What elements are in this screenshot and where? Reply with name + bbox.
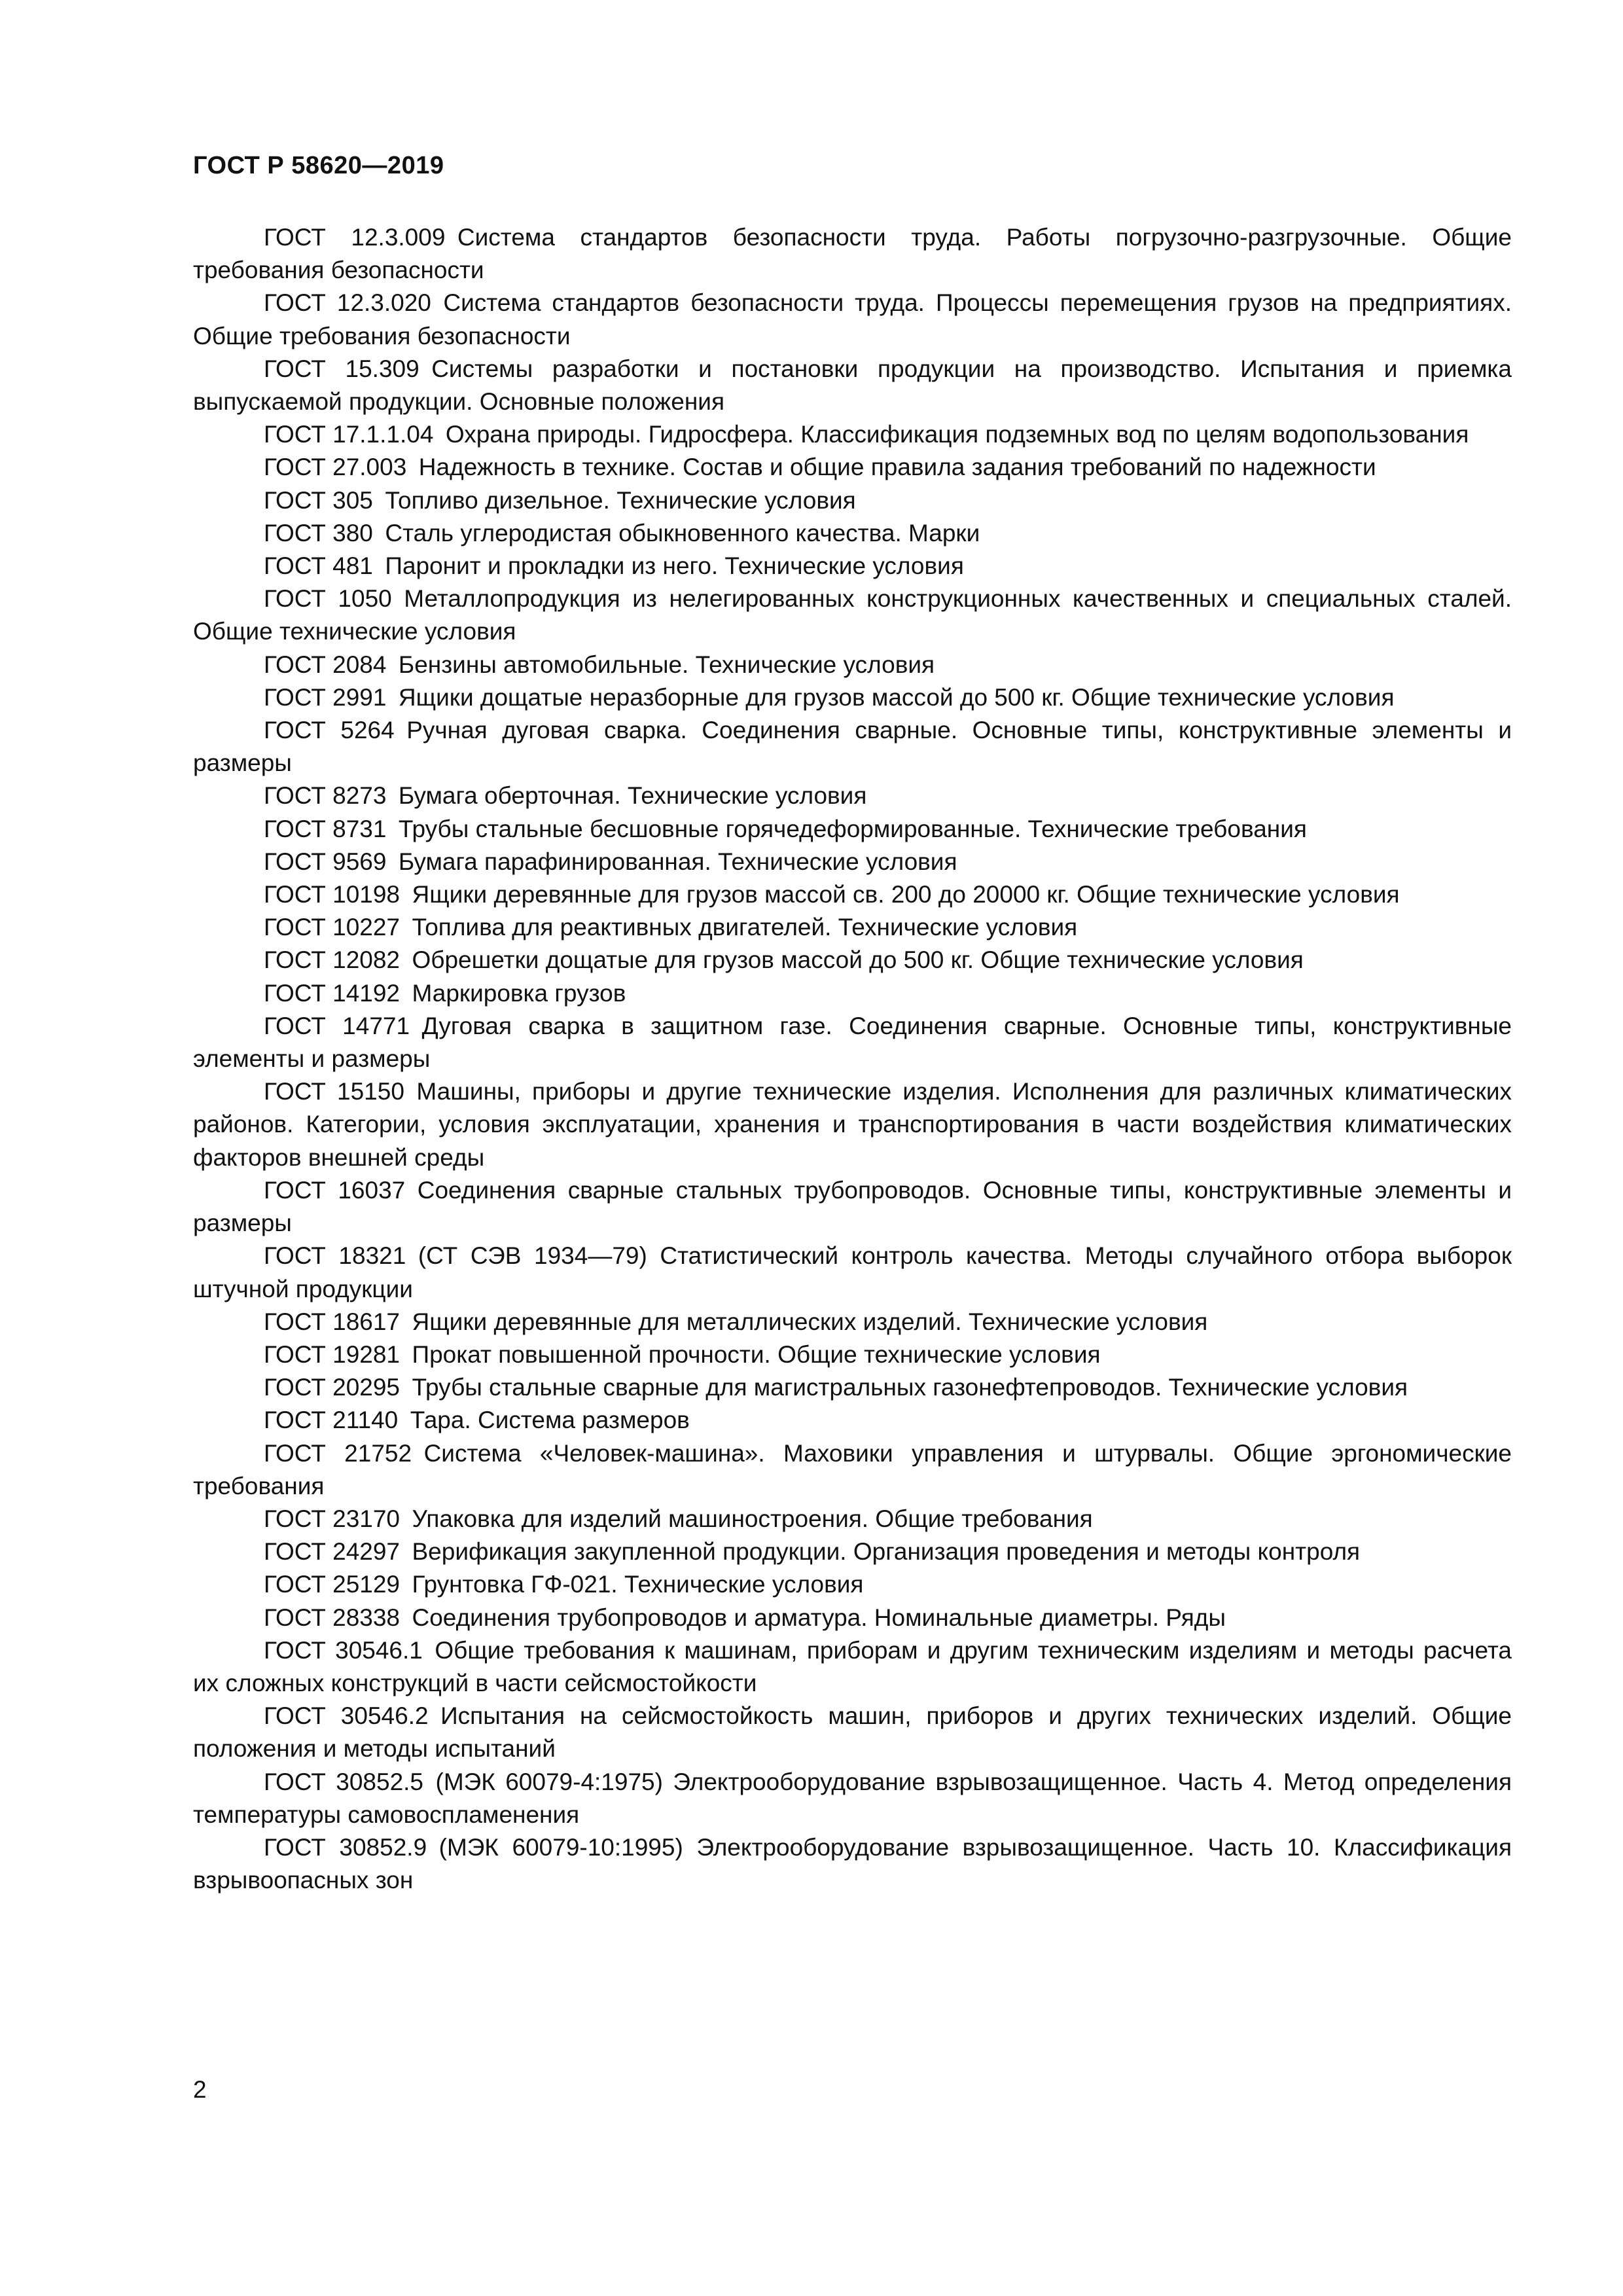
reference-code: ГОСТ 12082 — [264, 946, 400, 974]
reference-entry — [193, 517, 1512, 550]
reference-entry — [193, 1437, 1512, 1503]
reference-title: Металлопродукция из нелегированных конструкционных качественных и специальных сталей. Общие технические условия — [193, 585, 1512, 645]
normative-references-list — [193, 221, 1512, 1897]
reference-entry — [193, 1010, 1512, 1075]
reference-title: Система «Человек-машина». Маховики управления и штурвалы. Общие эргономические требования — [193, 1439, 1512, 1499]
reference-title: Грунтовка ГФ-021. Технические условия — [412, 1571, 864, 1598]
reference-title: Общие требования к машинам, приборам и другим техническим изделиям и методы расчета их сложных конструкций в части сейсмостойкости — [193, 1636, 1512, 1696]
reference-entry — [193, 780, 1512, 812]
reference-title: Системы разработки и постановки продукции на производство. Испытания и приемка выпускаемой продукции. Основные положения — [193, 355, 1512, 416]
reference-title: Охрана природы. Гидросфера. Классификация подземных вод по целям водопользования — [445, 421, 1469, 448]
reference-title: Верификация закупленной продукции. Организация проведения и методы контроля — [412, 1538, 1361, 1566]
reference-title: Система стандартов безопасности труда. Процессы перемещения грузов на предприятиях. Общие требования безопасности — [193, 289, 1512, 350]
reference-entry — [193, 649, 1512, 681]
reference-entry — [193, 1075, 1512, 1174]
reference-entry — [193, 1831, 1512, 1897]
reference-code: ГОСТ 23170 — [264, 1505, 400, 1532]
reference-code: ГОСТ 14192 — [264, 979, 400, 1007]
reference-code: ГОСТ 14771 — [264, 1012, 410, 1039]
page-number: 2 — [193, 2076, 207, 2103]
reference-code: ГОСТ 18617 — [264, 1308, 400, 1335]
reference-entry — [193, 1634, 1512, 1700]
reference-title: Топливо дизельное. Технические условия — [385, 486, 856, 514]
reference-title: Соединения сварные стальных трубопроводов. Основные типы, конструктивные элементы и размеры — [193, 1176, 1512, 1237]
reference-code: ГОСТ 10227 — [264, 914, 400, 941]
reference-title: (МЭК 60079-10:1995) Электрооборудование взрывозащищенное. Часть 10. Классификация взрывоопасных зон — [193, 1833, 1512, 1894]
reference-title: Трубы стальные бесшовные горячедеформированные. Технические требования — [398, 815, 1307, 842]
reference-entry — [193, 1371, 1512, 1404]
reference-title: Ящики дощатые неразборные для грузов массой до 500 кг. Общие технические условия — [398, 683, 1395, 711]
reference-title: Прокат повышенной прочности. Общие технические условия — [412, 1340, 1101, 1368]
reference-code: ГОСТ 27.003 — [264, 454, 407, 481]
reference-title: Бумага оберточная. Технические условия — [398, 782, 867, 810]
reference-title: Топлива для реактивных двигателей. Технические условия — [412, 914, 1078, 941]
reference-code: ГОСТ 30852.9 — [264, 1833, 427, 1861]
reference-entry — [193, 1535, 1512, 1568]
reference-code: ГОСТ 380 — [264, 519, 373, 547]
reference-title: Обрешетки дощатые для грузов массой до 500 кг. Общие технические условия — [412, 946, 1304, 974]
reference-code: ГОСТ 28338 — [264, 1604, 400, 1631]
reference-code: ГОСТ 30546.1 — [264, 1636, 423, 1664]
reference-title: Надежность в технике. Состав и общие правила задания требований по надежности — [418, 454, 1376, 481]
reference-code: ГОСТ 8731 — [264, 815, 387, 842]
reference-entry — [193, 1306, 1512, 1338]
reference-title: Маркировка грузов — [412, 979, 626, 1007]
reference-entry — [193, 221, 1512, 287]
reference-code: ГОСТ 9569 — [264, 848, 387, 875]
reference-code: ГОСТ 30546.2 — [264, 1702, 429, 1730]
reference-entry — [193, 583, 1512, 648]
reference-title: Упаковка для изделий машиностроения. Общие требования — [412, 1505, 1093, 1532]
reference-code: ГОСТ 481 — [264, 552, 373, 580]
reference-entry — [193, 714, 1512, 780]
reference-entry — [193, 846, 1512, 878]
reference-title: Машины, приборы и другие технические изделия. Исполнения для различных климатических районов. Категории, условия эксплуатации, хранения и транспортирования в части воздействия климатических факторов внешней среды — [193, 1078, 1512, 1171]
reference-entry — [193, 681, 1512, 714]
reference-title: Трубы стальные сварные для магистральных газонефтепроводов. Технические условия — [412, 1374, 1408, 1401]
reference-entry — [193, 1174, 1512, 1240]
reference-code: ГОСТ 12.3.009 — [264, 224, 446, 251]
reference-entry — [193, 1766, 1512, 1831]
reference-title: Дуговая сварка в защитном газе. Соединения сварные. Основные типы, конструктивные элементы и размеры — [193, 1012, 1512, 1073]
reference-title: Ручная дуговая сварка. Соединения сварные. Основные типы, конструктивные элементы и размеры — [193, 717, 1512, 777]
reference-title: (СТ СЭВ 1934—79) Статистический контроль качества. Методы случайного отбора выборок штучной продукции — [193, 1242, 1512, 1302]
reference-entry — [193, 287, 1512, 352]
reference-title: Бумага парафинированная. Технические условия — [398, 848, 957, 875]
reference-title: Система стандартов безопасности труда. Работы погрузочно-разгрузочные. Общие требования безопасности — [193, 224, 1512, 284]
reference-entry — [193, 1602, 1512, 1634]
reference-title: Паронит и прокладки из него. Технические условия — [385, 552, 964, 580]
reference-code: ГОСТ 24297 — [264, 1538, 400, 1566]
reference-title: Ящики деревянные для металлических изделий. Технические условия — [412, 1308, 1208, 1335]
reference-code: ГОСТ 2991 — [264, 683, 387, 711]
reference-code: ГОСТ 8273 — [264, 782, 387, 810]
reference-title: Ящики деревянные для грузов массой св. 200 до 20000 кг. Общие технические условия — [412, 881, 1400, 908]
reference-code: ГОСТ 15150 — [264, 1078, 404, 1105]
reference-entry — [193, 911, 1512, 944]
reference-entry — [193, 1240, 1512, 1305]
reference-entry — [193, 418, 1512, 451]
reference-entry — [193, 944, 1512, 977]
reference-code: ГОСТ 20295 — [264, 1374, 400, 1401]
reference-entry — [193, 451, 1512, 484]
reference-code: ГОСТ 10198 — [264, 881, 400, 908]
reference-entry — [193, 550, 1512, 583]
reference-code: ГОСТ 30852.5 — [264, 1768, 424, 1795]
reference-entry — [193, 1503, 1512, 1535]
reference-entry — [193, 484, 1512, 517]
reference-code: ГОСТ 1050 — [264, 585, 392, 613]
reference-code: ГОСТ 17.1.1.04 — [264, 421, 434, 448]
reference-title: Бензины автомобильные. Технические условия — [398, 651, 935, 678]
reference-code: ГОСТ 19281 — [264, 1340, 400, 1368]
reference-title: Испытания на сейсмостойкость машин, приборов и других технических изделий. Общие положения и методы испытаний — [193, 1702, 1512, 1763]
reference-entry — [193, 1404, 1512, 1437]
reference-entry — [193, 1700, 1512, 1765]
reference-entry — [193, 813, 1512, 846]
reference-title: (МЭК 60079-4:1975) Электрооборудование взрывозащищенное. Часть 4. Метод определения температуры самовоспламенения — [193, 1768, 1512, 1828]
reference-title: Соединения трубопроводов и арматура. Номинальные диаметры. Ряды — [412, 1604, 1226, 1631]
reference-code: ГОСТ 21140 — [264, 1407, 399, 1434]
reference-code: ГОСТ 2084 — [264, 651, 387, 678]
reference-code: ГОСТ 18321 — [264, 1242, 406, 1270]
reference-entry — [193, 1338, 1512, 1371]
reference-entry — [193, 1568, 1512, 1601]
reference-code: ГОСТ 12.3.020 — [264, 289, 431, 317]
reference-code: ГОСТ 15.309 — [264, 355, 419, 382]
reference-code: ГОСТ 25129 — [264, 1571, 400, 1598]
reference-entry — [193, 977, 1512, 1010]
reference-code: ГОСТ 305 — [264, 486, 373, 514]
reference-code: ГОСТ 16037 — [264, 1176, 406, 1204]
reference-title: Сталь углеродистая обыкновенного качества. Марки — [385, 519, 980, 547]
reference-entry — [193, 878, 1512, 911]
reference-entry — [193, 353, 1512, 418]
reference-code: ГОСТ 21752 — [264, 1439, 412, 1467]
reference-title: Тара. Система размеров — [410, 1407, 690, 1434]
reference-code: ГОСТ 5264 — [264, 717, 395, 744]
document-header-title: ГОСТ Р 58620—2019 — [193, 152, 444, 179]
